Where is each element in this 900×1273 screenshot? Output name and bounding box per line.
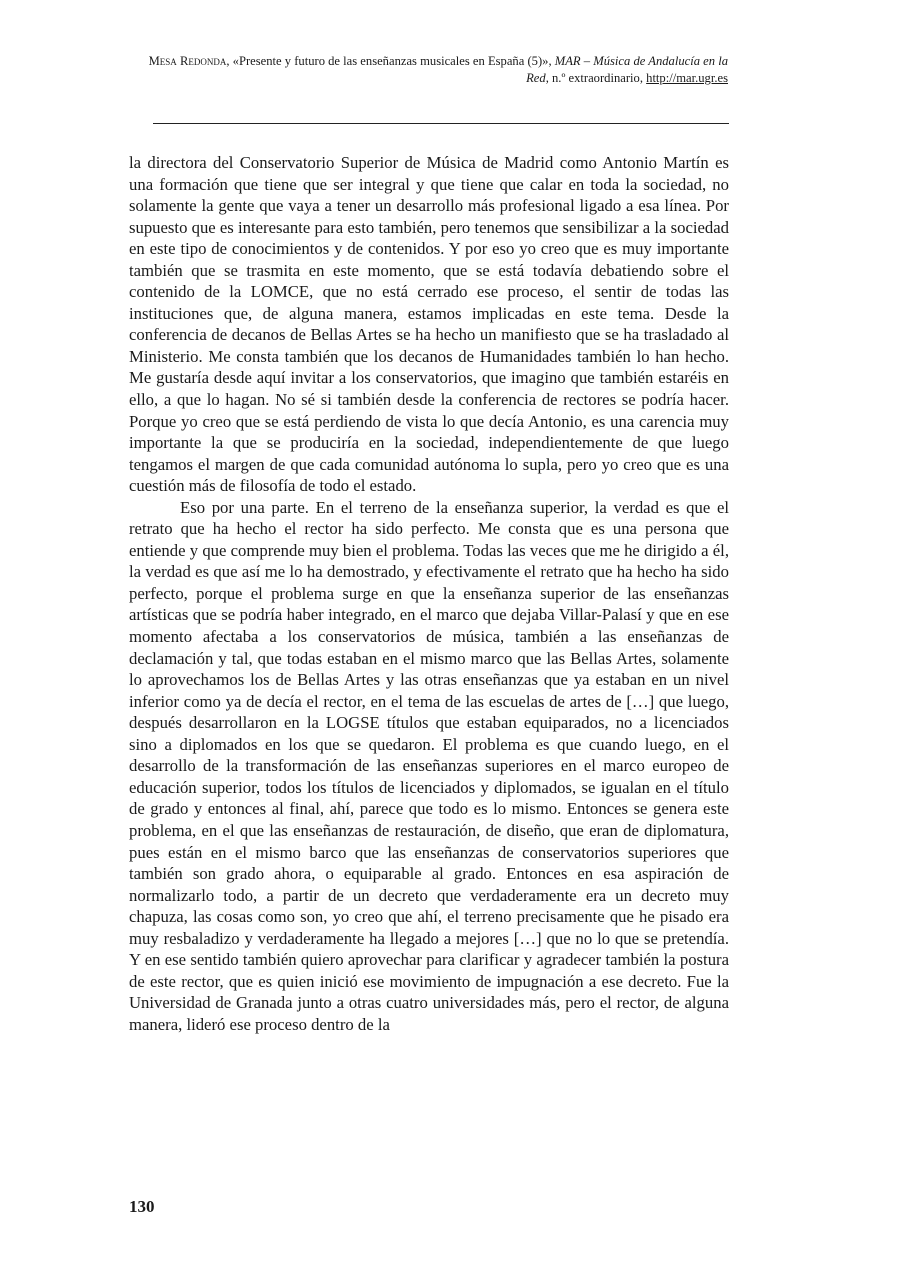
header-issue: , n.º extraordinario,	[545, 71, 647, 85]
page-number: 130	[129, 1197, 155, 1216]
paragraph-2: Eso por una parte. En el terreno de la enseñanza superior, la verdad es que el retrato que ha hecho el rector ha sido perfecto. Me consta que es una persona que entiende y que comprende muy bien el problema. Todas las veces que me he dirigido a él, la verdad es que así me lo ha demostrado, y efectivamente el retrato que ha hecho ha sido perfecto, porque el problema surge en que la enseñanza superior de las enseñanzas artísticas que se podría haber integrado, en el marco que dejaba Villar-Palasí y que en ese momento afectaba a los conservatorios de música, también a las enseñanzas de declamación y tal, que todas estaban en el mismo marco que las Bellas Artes, solamente lo aprovechamos los de Bellas Artes y las otras enseñanzas que ya estaban en un nivel inferior como ya de decía el rector, en el tema de las escuelas de artes de […] que luego, después desarrollaron en la LOGSE títulos que estaban equiparados, no a licenciados sino a diplomados en los que se quedaron. El problema es que cuando luego, en el desarrollo de la transformación de las enseñanzas superiores en el marco europeo de educación superior, todos los títulos de licenciados y diplomados, se igualan en el título de grado y entonces al final, ahí, parece que todo es lo mismo. Entonces se genera este problema, en el que las enseñanzas de restauración, de diseño, que eran de diplomatura, pues están en el mismo barco que las enseñanzas de conservatorios superiores que también son grado ahora, o equiparable al grado. Entonces en esa aspiración de normalizarlo todo, a partir de un decreto que verdaderamente era un decreto muy chapuza, las cosas como son, yo creo que ahí, el terreno precisamente que he pisado era muy resbaladizo y verdaderamente ha llegado a mejores […] que no lo que se pretendía. Y en ese sentido también quiero aprovechar para clarificar y agradecer también la postura de este rector, que es quien inició ese movimiento de impugnación a ese decreto. Fue la Universidad de Granada junto a otras cuatro universidades más, pero el rector, de alguna manera, lideró ese proceso dentro de la	[129, 497, 729, 1034]
paragraph-1: la directora del Conservatorio Superior de Música de Madrid como Antonio Martín es una formación que tiene que ser integral y que tiene que calar en toda la sociedad, no solamente la gente que vaya a tener un desarrollo más profesional ligado a esa línea. Por supuesto que es interesante para esto también, pero tenemos que sensibilizar a la sociedad en este tipo de conocimientos y de contenidos. Y por eso yo creo que es muy importante también que se trasmita en este momento, que se está todavía debatiendo sobre el contenido de la LOMCE, que no está cerrado ese proceso, el sentir de todas las instituciones que, de alguna manera, estamos implicadas en este tema. Desde la conferencia de decanos de Bellas Artes se ha hecho un manifiesto que se ha trasladado al Ministerio. Me consta también que los decanos de Humanidades también lo han hecho. Me gustaría desde aquí invitar a los conservatorios, que imagino que también estaréis en ello, a que lo hagan. No sé si también desde la conferencia de rectores se podría hacer. Porque yo creo que se está perdiendo de vista lo que decía Antonio, es una carencia muy importante la que se produciría en la sociedad, independientemente de que luego tengamos el margen de que cada comunidad autónoma lo supla, pero yo creo que es una cuestión más de filosofía de todo el estado.	[129, 153, 729, 496]
header-title: , «Presente y futuro de las enseñanzas musicales en España (5)»,	[226, 54, 555, 68]
header-url-link[interactable]: http://mar.ugr.es	[646, 71, 728, 85]
body-text	[129, 152, 729, 1035]
header-author: Mesa Redonda	[148, 54, 227, 68]
running-header	[130, 53, 728, 87]
header-rule	[153, 123, 729, 124]
header-journal: MAR – Música de Andalucía en la Red	[526, 54, 728, 85]
